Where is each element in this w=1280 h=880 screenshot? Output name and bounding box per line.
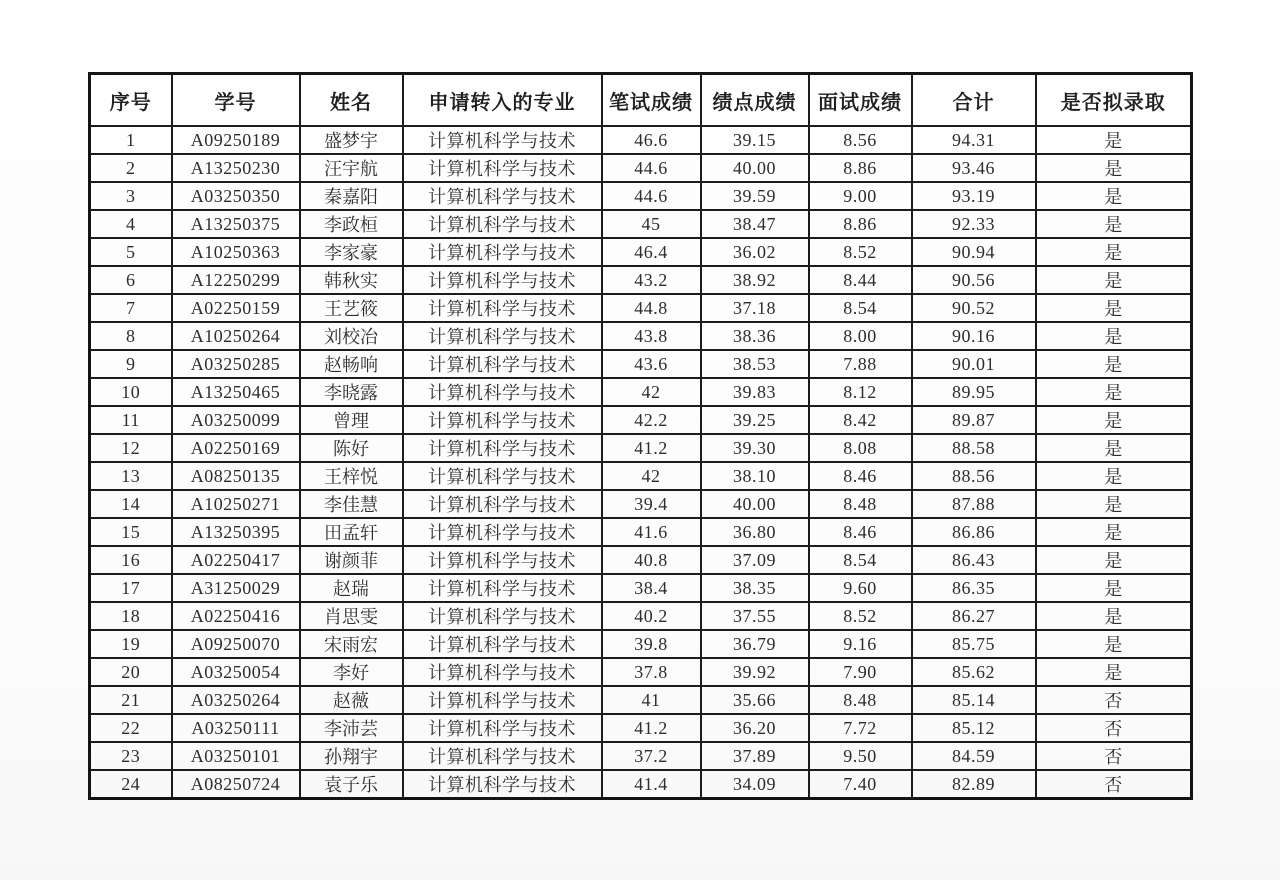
table-row — [90, 182, 1192, 210]
cell-gpa-score: 36.20 — [701, 714, 809, 742]
cell-gpa-score: 38.36 — [701, 322, 809, 350]
col-header-gpa-score: 绩点成绩 — [701, 74, 809, 127]
cell-major: 计算机科学与技术 — [403, 686, 602, 714]
cell-major: 计算机科学与技术 — [403, 546, 602, 574]
cell-major: 计算机科学与技术 — [403, 658, 602, 686]
cell-gpa-score: 40.00 — [701, 154, 809, 182]
table-row — [90, 630, 1192, 658]
cell-index: 14 — [90, 490, 172, 518]
cell-interview-score: 8.46 — [809, 518, 912, 546]
cell-total: 86.27 — [912, 602, 1036, 630]
cell-gpa-score: 38.53 — [701, 350, 809, 378]
cell-student-id: A09250189 — [172, 126, 300, 154]
cell-major: 计算机科学与技术 — [403, 154, 602, 182]
cell-gpa-score: 37.55 — [701, 602, 809, 630]
cell-total: 93.46 — [912, 154, 1036, 182]
cell-name: 秦嘉阳 — [300, 182, 403, 210]
table-row — [90, 546, 1192, 574]
cell-student-id: A09250070 — [172, 630, 300, 658]
cell-student-id: A08250135 — [172, 462, 300, 490]
cell-interview-score: 8.86 — [809, 154, 912, 182]
cell-major: 计算机科学与技术 — [403, 742, 602, 770]
cell-total: 88.56 — [912, 462, 1036, 490]
table-row — [90, 322, 1192, 350]
cell-gpa-score: 39.83 — [701, 378, 809, 406]
cell-major: 计算机科学与技术 — [403, 518, 602, 546]
cell-written-score: 41.2 — [602, 434, 701, 462]
cell-name: 盛梦宇 — [300, 126, 403, 154]
cell-major: 计算机科学与技术 — [403, 322, 602, 350]
cell-index: 5 — [90, 238, 172, 266]
cell-admitted: 否 — [1036, 714, 1192, 742]
cell-student-id: A03250099 — [172, 406, 300, 434]
cell-student-id: A13250465 — [172, 378, 300, 406]
cell-interview-score: 8.52 — [809, 602, 912, 630]
cell-admitted: 是 — [1036, 322, 1192, 350]
table-row — [90, 294, 1192, 322]
cell-interview-score: 9.00 — [809, 182, 912, 210]
cell-interview-score: 8.44 — [809, 266, 912, 294]
cell-student-id: A13250375 — [172, 210, 300, 238]
cell-name: 宋雨宏 — [300, 630, 403, 658]
cell-student-id: A03250264 — [172, 686, 300, 714]
cell-interview-score: 8.42 — [809, 406, 912, 434]
col-header-student-id: 学号 — [172, 74, 300, 127]
cell-gpa-score: 39.15 — [701, 126, 809, 154]
cell-name: 田孟轩 — [300, 518, 403, 546]
cell-written-score: 41.6 — [602, 518, 701, 546]
cell-name: 韩秋实 — [300, 266, 403, 294]
table-row — [90, 154, 1192, 182]
cell-admitted: 是 — [1036, 574, 1192, 602]
cell-total: 94.31 — [912, 126, 1036, 154]
cell-student-id: A10250271 — [172, 490, 300, 518]
cell-total: 89.87 — [912, 406, 1036, 434]
cell-index: 21 — [90, 686, 172, 714]
cell-index: 15 — [90, 518, 172, 546]
cell-name: 李政桓 — [300, 210, 403, 238]
cell-major: 计算机科学与技术 — [403, 350, 602, 378]
cell-index: 3 — [90, 182, 172, 210]
cell-admitted: 是 — [1036, 266, 1192, 294]
cell-total: 82.89 — [912, 770, 1036, 799]
cell-index: 8 — [90, 322, 172, 350]
cell-total: 85.14 — [912, 686, 1036, 714]
table-row — [90, 406, 1192, 434]
cell-gpa-score: 39.59 — [701, 182, 809, 210]
cell-index: 12 — [90, 434, 172, 462]
cell-total: 84.59 — [912, 742, 1036, 770]
cell-name: 赵瑞 — [300, 574, 403, 602]
cell-written-score: 40.2 — [602, 602, 701, 630]
cell-index: 23 — [90, 742, 172, 770]
table-row — [90, 714, 1192, 742]
cell-name: 汪宇航 — [300, 154, 403, 182]
cell-written-score: 44.6 — [602, 182, 701, 210]
cell-index: 16 — [90, 546, 172, 574]
cell-total: 89.95 — [912, 378, 1036, 406]
cell-student-id: A03250285 — [172, 350, 300, 378]
cell-index: 17 — [90, 574, 172, 602]
cell-name: 孙翔宇 — [300, 742, 403, 770]
table-body — [90, 126, 1192, 799]
table-row — [90, 434, 1192, 462]
cell-interview-score: 7.40 — [809, 770, 912, 799]
cell-student-id: A02250416 — [172, 602, 300, 630]
cell-student-id: A08250724 — [172, 770, 300, 799]
table-row — [90, 742, 1192, 770]
cell-major: 计算机科学与技术 — [403, 378, 602, 406]
cell-admitted: 是 — [1036, 126, 1192, 154]
cell-written-score: 39.8 — [602, 630, 701, 658]
table-row — [90, 210, 1192, 238]
cell-student-id: A13250230 — [172, 154, 300, 182]
cell-admitted: 是 — [1036, 406, 1192, 434]
col-header-admitted: 是否拟录取 — [1036, 74, 1192, 127]
cell-student-id: A03250111 — [172, 714, 300, 742]
cell-student-id: A03250101 — [172, 742, 300, 770]
cell-name: 李晓露 — [300, 378, 403, 406]
cell-gpa-score: 38.10 — [701, 462, 809, 490]
cell-gpa-score: 39.92 — [701, 658, 809, 686]
admission-results-table — [88, 72, 1193, 800]
col-header-interview-score: 面试成绩 — [809, 74, 912, 127]
cell-interview-score: 8.00 — [809, 322, 912, 350]
cell-admitted: 否 — [1036, 742, 1192, 770]
cell-major: 计算机科学与技术 — [403, 434, 602, 462]
cell-name: 谢颜菲 — [300, 546, 403, 574]
cell-interview-score: 9.16 — [809, 630, 912, 658]
cell-total: 88.58 — [912, 434, 1036, 462]
cell-student-id: A02250417 — [172, 546, 300, 574]
cell-name: 曾理 — [300, 406, 403, 434]
cell-major: 计算机科学与技术 — [403, 294, 602, 322]
cell-student-id: A03250054 — [172, 658, 300, 686]
cell-written-score: 39.4 — [602, 490, 701, 518]
table-row — [90, 770, 1192, 799]
cell-name: 李家豪 — [300, 238, 403, 266]
cell-admitted: 是 — [1036, 210, 1192, 238]
cell-gpa-score: 37.18 — [701, 294, 809, 322]
cell-admitted: 是 — [1036, 546, 1192, 574]
table-row — [90, 350, 1192, 378]
cell-written-score: 37.8 — [602, 658, 701, 686]
cell-interview-score: 9.50 — [809, 742, 912, 770]
table-row — [90, 574, 1192, 602]
cell-written-score: 46.4 — [602, 238, 701, 266]
cell-student-id: A13250395 — [172, 518, 300, 546]
cell-admitted: 是 — [1036, 350, 1192, 378]
col-header-major: 申请转入的专业 — [403, 74, 602, 127]
cell-gpa-score: 37.09 — [701, 546, 809, 574]
cell-student-id: A02250159 — [172, 294, 300, 322]
cell-major: 计算机科学与技术 — [403, 210, 602, 238]
cell-written-score: 44.8 — [602, 294, 701, 322]
cell-major: 计算机科学与技术 — [403, 770, 602, 799]
cell-name: 袁子乐 — [300, 770, 403, 799]
col-header-name: 姓名 — [300, 74, 403, 127]
cell-written-score: 37.2 — [602, 742, 701, 770]
cell-interview-score: 8.48 — [809, 686, 912, 714]
cell-total: 86.35 — [912, 574, 1036, 602]
cell-interview-score: 7.90 — [809, 658, 912, 686]
cell-student-id: A10250264 — [172, 322, 300, 350]
cell-gpa-score: 35.66 — [701, 686, 809, 714]
cell-admitted: 是 — [1036, 154, 1192, 182]
cell-total: 90.16 — [912, 322, 1036, 350]
cell-interview-score: 8.86 — [809, 210, 912, 238]
cell-written-score: 41.4 — [602, 770, 701, 799]
cell-admitted: 是 — [1036, 182, 1192, 210]
cell-name: 赵畅响 — [300, 350, 403, 378]
cell-name: 刘校冶 — [300, 322, 403, 350]
cell-major: 计算机科学与技术 — [403, 462, 602, 490]
cell-written-score: 45 — [602, 210, 701, 238]
table-row — [90, 378, 1192, 406]
cell-admitted: 是 — [1036, 630, 1192, 658]
cell-interview-score: 7.72 — [809, 714, 912, 742]
table-row — [90, 490, 1192, 518]
cell-written-score: 46.6 — [602, 126, 701, 154]
cell-total: 85.62 — [912, 658, 1036, 686]
cell-written-score: 44.6 — [602, 154, 701, 182]
cell-gpa-score: 36.80 — [701, 518, 809, 546]
cell-major: 计算机科学与技术 — [403, 406, 602, 434]
cell-index: 24 — [90, 770, 172, 799]
cell-gpa-score: 38.92 — [701, 266, 809, 294]
cell-interview-score: 8.54 — [809, 546, 912, 574]
cell-major: 计算机科学与技术 — [403, 714, 602, 742]
cell-interview-score: 8.52 — [809, 238, 912, 266]
cell-student-id: A02250169 — [172, 434, 300, 462]
cell-index: 11 — [90, 406, 172, 434]
cell-interview-score: 8.08 — [809, 434, 912, 462]
table-row — [90, 686, 1192, 714]
cell-written-score: 38.4 — [602, 574, 701, 602]
cell-total: 87.88 — [912, 490, 1036, 518]
cell-name: 李佳慧 — [300, 490, 403, 518]
table-row — [90, 238, 1192, 266]
cell-admitted: 否 — [1036, 770, 1192, 799]
col-header-index: 序号 — [90, 74, 172, 127]
cell-interview-score: 8.46 — [809, 462, 912, 490]
cell-admitted: 是 — [1036, 378, 1192, 406]
cell-name: 肖思雯 — [300, 602, 403, 630]
cell-total: 90.56 — [912, 266, 1036, 294]
cell-gpa-score: 36.79 — [701, 630, 809, 658]
cell-name: 王梓悦 — [300, 462, 403, 490]
cell-index: 19 — [90, 630, 172, 658]
cell-gpa-score: 38.35 — [701, 574, 809, 602]
table-row — [90, 602, 1192, 630]
cell-student-id: A03250350 — [172, 182, 300, 210]
cell-admitted: 是 — [1036, 658, 1192, 686]
cell-index: 7 — [90, 294, 172, 322]
cell-gpa-score: 34.09 — [701, 770, 809, 799]
cell-written-score: 40.8 — [602, 546, 701, 574]
cell-total: 86.86 — [912, 518, 1036, 546]
cell-total: 92.33 — [912, 210, 1036, 238]
cell-written-score: 41 — [602, 686, 701, 714]
cell-written-score: 42 — [602, 462, 701, 490]
cell-index: 20 — [90, 658, 172, 686]
cell-written-score: 43.6 — [602, 350, 701, 378]
col-header-written-score: 笔试成绩 — [602, 74, 701, 127]
cell-written-score: 43.2 — [602, 266, 701, 294]
cell-written-score: 42.2 — [602, 406, 701, 434]
cell-major: 计算机科学与技术 — [403, 182, 602, 210]
table-row — [90, 266, 1192, 294]
cell-name: 王艺筱 — [300, 294, 403, 322]
table-row — [90, 658, 1192, 686]
cell-major: 计算机科学与技术 — [403, 266, 602, 294]
cell-interview-score: 8.12 — [809, 378, 912, 406]
cell-student-id: A10250363 — [172, 238, 300, 266]
cell-written-score: 43.8 — [602, 322, 701, 350]
cell-interview-score: 8.54 — [809, 294, 912, 322]
cell-major: 计算机科学与技术 — [403, 602, 602, 630]
cell-gpa-score: 39.25 — [701, 406, 809, 434]
cell-index: 18 — [90, 602, 172, 630]
cell-admitted: 是 — [1036, 602, 1192, 630]
cell-admitted: 否 — [1036, 686, 1192, 714]
cell-major: 计算机科学与技术 — [403, 630, 602, 658]
cell-total: 93.19 — [912, 182, 1036, 210]
cell-total: 90.94 — [912, 238, 1036, 266]
cell-student-id: A12250299 — [172, 266, 300, 294]
cell-index: 22 — [90, 714, 172, 742]
cell-major: 计算机科学与技术 — [403, 126, 602, 154]
cell-index: 13 — [90, 462, 172, 490]
cell-total: 86.43 — [912, 546, 1036, 574]
cell-index: 2 — [90, 154, 172, 182]
cell-gpa-score: 38.47 — [701, 210, 809, 238]
cell-index: 1 — [90, 126, 172, 154]
cell-total: 85.12 — [912, 714, 1036, 742]
cell-total: 90.52 — [912, 294, 1036, 322]
cell-index: 6 — [90, 266, 172, 294]
table-row — [90, 126, 1192, 154]
table-row — [90, 518, 1192, 546]
cell-index: 9 — [90, 350, 172, 378]
cell-written-score: 41.2 — [602, 714, 701, 742]
cell-gpa-score: 40.00 — [701, 490, 809, 518]
cell-gpa-score: 39.30 — [701, 434, 809, 462]
cell-admitted: 是 — [1036, 462, 1192, 490]
cell-index: 4 — [90, 210, 172, 238]
cell-index: 10 — [90, 378, 172, 406]
cell-interview-score: 7.88 — [809, 350, 912, 378]
cell-admitted: 是 — [1036, 238, 1192, 266]
cell-admitted: 是 — [1036, 294, 1192, 322]
cell-student-id: A31250029 — [172, 574, 300, 602]
cell-interview-score: 8.48 — [809, 490, 912, 518]
cell-admitted: 是 — [1036, 518, 1192, 546]
cell-interview-score: 9.60 — [809, 574, 912, 602]
cell-name: 陈好 — [300, 434, 403, 462]
cell-major: 计算机科学与技术 — [403, 238, 602, 266]
cell-gpa-score: 36.02 — [701, 238, 809, 266]
cell-name: 李沛芸 — [300, 714, 403, 742]
cell-total: 90.01 — [912, 350, 1036, 378]
cell-major: 计算机科学与技术 — [403, 490, 602, 518]
cell-name: 李好 — [300, 658, 403, 686]
cell-gpa-score: 37.89 — [701, 742, 809, 770]
cell-interview-score: 8.56 — [809, 126, 912, 154]
cell-total: 85.75 — [912, 630, 1036, 658]
table-header-row — [90, 74, 1192, 127]
table-row — [90, 462, 1192, 490]
cell-major: 计算机科学与技术 — [403, 574, 602, 602]
cell-admitted: 是 — [1036, 434, 1192, 462]
cell-name: 赵薇 — [300, 686, 403, 714]
col-header-total: 合计 — [912, 74, 1036, 127]
cell-admitted: 是 — [1036, 490, 1192, 518]
cell-written-score: 42 — [602, 378, 701, 406]
